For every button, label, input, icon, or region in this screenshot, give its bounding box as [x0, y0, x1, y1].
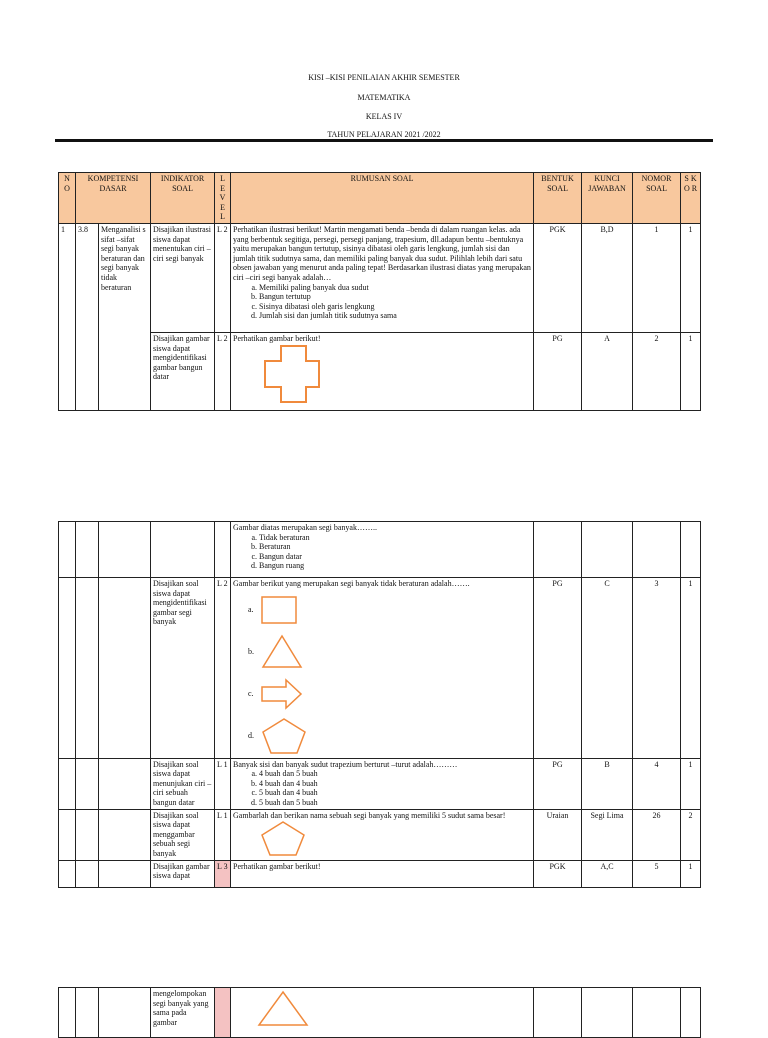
- answer-options: [233, 283, 531, 321]
- option-b: b. Beraturan: [259, 542, 531, 552]
- cell-level: L 2: [215, 578, 231, 759]
- cell-indikator: Disajikan gambar siswa dapat mengidentifikasi gambar bangun datar: [151, 332, 215, 410]
- question-text: Gambar berikut yang merupakan segi banyak tidak beraturan adalah…….: [233, 579, 470, 588]
- col-header-bentuk: BENTUK SOAL: [534, 173, 582, 224]
- square-shape: [260, 593, 300, 627]
- option-a: a. 4 buah dan 5 buah: [259, 769, 531, 779]
- answer-options: [233, 769, 531, 807]
- table-row: [59, 223, 701, 332]
- table-row: [59, 809, 701, 860]
- cell-level: L 2: [215, 332, 231, 410]
- cell-level: L 2: [215, 223, 231, 332]
- table-row: [59, 860, 701, 887]
- col-header-level: L E V E L: [215, 173, 231, 224]
- cell-bentuk: PG: [534, 332, 582, 410]
- col-header-no: N O: [59, 173, 76, 224]
- table-row: [59, 332, 701, 410]
- cell-kunci: C: [582, 578, 633, 759]
- header-rule: [55, 139, 713, 142]
- table-header-row: [59, 173, 701, 224]
- col-header-kd: KOMPETENSI DASAR: [76, 173, 151, 224]
- cell-bentuk: PG: [534, 758, 582, 809]
- cell-rumusan: [231, 988, 534, 1038]
- table-row: [59, 988, 701, 1038]
- arrow-shape: [260, 677, 304, 711]
- triangle-shape: [255, 989, 315, 1029]
- table-row: [59, 578, 701, 759]
- question-text: Gambar diatas merupakan segi banyak……..: [233, 523, 377, 532]
- cell-rumusan: [231, 809, 534, 860]
- kisi-table-page3: [58, 987, 701, 1038]
- cell-kunci: B,D: [582, 223, 633, 332]
- cell-rumusan: [231, 223, 534, 332]
- option-d: [248, 715, 531, 757]
- cell-bentuk: PGK: [534, 860, 582, 887]
- option-d: d. Jumlah sisi dan jumlah titik sudutnya sama: [259, 311, 531, 321]
- cell-kunci: A,C: [582, 860, 633, 887]
- cell-bentuk: PG: [534, 578, 582, 759]
- cell-indikator: mengelompokan segi banyak yang sama pada gambar: [151, 988, 215, 1038]
- option-b: b. Bangun tertutup: [259, 292, 531, 302]
- cell-kd-code: 3.8: [76, 223, 99, 410]
- cell-rumusan: [231, 578, 534, 759]
- cell-kd-text: Menganalisi s sifat –sifat segi banyak beraturan dan segi banyak tidak beraturan: [99, 223, 151, 410]
- col-header-rumusan: RUMUSAN SOAL: [231, 173, 534, 224]
- cell-rumusan: Perhatikan gambar berikut!: [231, 860, 534, 887]
- cell-rumusan: [231, 332, 534, 410]
- cell-level: L 1: [215, 809, 231, 860]
- cell-kunci: Segi Lima: [582, 809, 633, 860]
- doc-title-year: TAHUN PELAJARAN 2021 /2022: [327, 130, 441, 139]
- cell-indikator: Disajikan ilustrasi siswa dapat menentukan ciri –ciri segi banyak: [151, 223, 215, 332]
- cell-indikator: Disajikan gambar siswa dapat: [151, 860, 215, 887]
- doc-title-line1: KISI –KISI PENILAIAN AKHIR SEMESTER: [308, 73, 460, 82]
- cell-nomor: 3: [633, 578, 681, 759]
- cell-rumusan: [231, 758, 534, 809]
- option-label: c.: [248, 688, 254, 698]
- option-c: c. 5 buah dan 4 buah: [259, 788, 531, 798]
- cell-rumusan: [231, 522, 534, 578]
- pentagon-shape: [259, 820, 313, 858]
- option-a: a. Tidak beraturan: [259, 533, 531, 543]
- question-text: Banyak sisi dan banyak sudut trapezium berturut –turut adalah………: [233, 759, 458, 769]
- option-c: [248, 673, 531, 715]
- cell-skor: 1: [681, 578, 701, 759]
- question-text: Perhatikan gambar berikut!: [233, 333, 321, 343]
- cell-skor: 2: [681, 809, 701, 860]
- option-c: c. Sisinya dibatasi oleh garis lengkung: [259, 302, 531, 312]
- option-label: a.: [248, 604, 254, 614]
- cell-bentuk: Uraian: [534, 809, 582, 860]
- option-b: [248, 631, 531, 673]
- col-header-indikator: INDIKATOR SOAL: [151, 173, 215, 224]
- cell-indikator: Disajikan soal siswa dapat menggambar sebuah segi banyak: [151, 809, 215, 860]
- cell-level: L 1: [215, 758, 231, 809]
- option-d: d. 5 buah dan 5 buah: [259, 798, 531, 808]
- option-a: [248, 589, 531, 631]
- cell-nomor: 26: [633, 809, 681, 860]
- question-text: Perhatikan ilustrasi berikut! Martin mengamati benda –benda di dalam ruangan kelas. ada yang berbentuk segitiga, persegi, persegi panjang, trapesium, dll.adapun bentu –bentuknya yaitu merupakan bangun tertutup, sisinya dibatasi oleh garis lengkung, jumlah sisi dan jumlah titik sudutnya sama, dan memiliki paling banyak dua sudut. Pilihlah lebih dari satu obsen jawaban yang menurut anda paling tepat! Berdasarkan ilustrasi diatas yang merupakan ciri –ciri segi banyak adalah…: [233, 224, 531, 282]
- doc-title-subject: MATEMATIKA: [357, 93, 411, 102]
- triangle-shape: [260, 634, 304, 670]
- option-b: b. 4 buah dan 4 buah: [259, 779, 531, 789]
- cell-nomor: 4: [633, 758, 681, 809]
- cell-nomor: 5: [633, 860, 681, 887]
- question-text: Gambarlah dan berikan nama sebuah segi banyak yang memiliki 5 sudut sama besar!: [233, 810, 506, 820]
- plus-shape-figure: [261, 344, 341, 406]
- cell-nomor: 2: [633, 332, 681, 410]
- cell-bentuk: PGK: [534, 223, 582, 332]
- kisi-table-page2: [58, 521, 701, 888]
- cell-indikator: Disajikan soal siswa dapat mengidentifikasi gambar segi banyak: [151, 578, 215, 759]
- col-header-skor: S K O R: [681, 173, 701, 224]
- table-row: [59, 522, 701, 578]
- cell-nomor: 1: [633, 223, 681, 332]
- cell-kunci: A: [582, 332, 633, 410]
- kisi-table-page1: [58, 172, 701, 411]
- option-label: d.: [248, 730, 254, 740]
- cell-level: L 3: [215, 860, 231, 887]
- pentagon-shape: [260, 717, 308, 755]
- cell-level: [215, 988, 231, 1038]
- cell-kunci: B: [582, 758, 633, 809]
- cell-skor: 1: [681, 332, 701, 410]
- col-header-nomor: NOMOR SOAL: [633, 173, 681, 224]
- cell-skor: 1: [681, 758, 701, 809]
- option-c: c. Bangun datar: [259, 552, 531, 562]
- cell-indikator: Disajikan soal siswa dapat menunjukan ciri –ciri sebuah bangun datar: [151, 758, 215, 809]
- option-d: d. Bangun ruang: [259, 561, 531, 571]
- cell-skor: 1: [681, 860, 701, 887]
- cell-skor: 1: [681, 223, 701, 332]
- option-label: b.: [248, 646, 254, 656]
- doc-title-class: KELAS IV: [365, 112, 403, 121]
- col-header-kunci: KUNCI JAWABAN: [582, 173, 633, 224]
- answer-options: [233, 533, 531, 571]
- cell-no: 1: [59, 223, 76, 410]
- option-a: a. Memiliki paling banyak dua sudut: [259, 283, 531, 293]
- table-row: [59, 758, 701, 809]
